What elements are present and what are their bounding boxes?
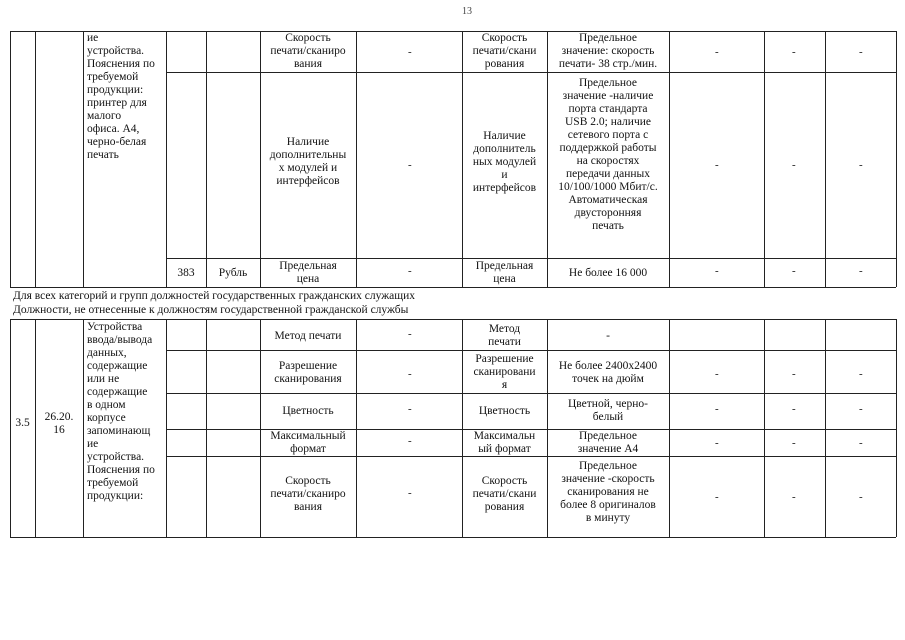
dash-cell: - [715, 368, 719, 380]
characteristic-name-cell: Скорость печати/сканиро вания [270, 32, 346, 70]
dash-cell: - [859, 46, 863, 58]
dash-cell: - [859, 491, 863, 503]
dash-cell: - [792, 46, 796, 58]
characteristic-name-cell: Разрешение сканировани я [473, 353, 536, 391]
column-divider [166, 31, 167, 287]
column-divider [166, 319, 167, 537]
characteristic-value-cell: Предельное значение -наличие порта стандарта USB 2.0; наличие сетевого порта с поддержкой работы на скоростях передачи данных 10/100/1000 Мбит/с. Автоматическая двусторонняя печать [558, 77, 658, 232]
dash-cell: - [408, 328, 412, 340]
characteristic-name-cell: Предельная цена [475, 260, 534, 285]
dash-cell: - [715, 403, 719, 415]
characteristic-name-cell: Цветность [282, 405, 334, 417]
characteristic-name-cell: Разрешение сканирования [274, 360, 342, 385]
okei-code-cell: 383 [177, 267, 195, 279]
column-divider [206, 319, 207, 537]
column-divider [206, 31, 207, 287]
unit-cell: Рубль [218, 267, 248, 279]
characteristic-name-cell: Наличие дополнительны х модулей и интерфейсов [269, 136, 347, 187]
dash-cell: - [859, 368, 863, 380]
row-divider [166, 393, 896, 394]
row-divider [166, 350, 896, 351]
dash-cell: - [408, 46, 412, 58]
column-divider [35, 31, 36, 287]
column-divider [825, 319, 826, 537]
page-number: 13 [462, 6, 472, 17]
characteristic-name-cell: Максимальный формат [270, 430, 346, 455]
row-divider [166, 72, 896, 73]
dash-cell: - [408, 435, 412, 447]
column-divider [356, 31, 357, 287]
row-divider [10, 287, 896, 288]
dash-cell: - [408, 368, 412, 380]
dash-cell: - [792, 159, 796, 171]
characteristic-value-cell: - [606, 330, 610, 342]
dash-cell: - [792, 403, 796, 415]
characteristic-name-cell: Цветность [478, 405, 531, 417]
column-divider [669, 319, 670, 537]
characteristic-name-cell: Наличие дополнитель ных модулей и интерфейсов [472, 130, 537, 194]
column-divider [825, 31, 826, 287]
characteristic-value-cell: Не более 16 000 [568, 267, 648, 279]
dash-cell: - [792, 265, 796, 277]
characteristic-name-cell: Скорость печати/скани рования [472, 32, 537, 70]
section-heading: Для всех категорий и групп должностей государственных гражданских служащих [13, 290, 416, 302]
column-divider [764, 319, 765, 537]
characteristic-name-cell: Максимальн ый формат [473, 430, 536, 455]
okpd-code-cell: 26.20. 16 [44, 411, 74, 436]
dash-cell: - [715, 46, 719, 58]
row-divider [166, 258, 896, 259]
dash-cell: - [715, 265, 719, 277]
dash-cell: - [792, 368, 796, 380]
dash-cell: - [792, 437, 796, 449]
characteristic-name-cell: Скорость печати/скани рования [472, 475, 537, 513]
dash-cell: - [408, 403, 412, 415]
characteristic-name-cell: Предельная цена [279, 260, 337, 285]
row-divider [166, 456, 896, 457]
dash-cell: - [859, 159, 863, 171]
characteristic-value-cell: Предельное значение А4 [577, 430, 639, 455]
column-divider [669, 31, 670, 287]
dash-cell: - [859, 403, 863, 415]
dash-cell: - [715, 437, 719, 449]
dash-cell: - [408, 159, 412, 171]
column-divider [83, 31, 84, 287]
characteristic-value-cell: Предельное значение: скорость печати- 38 стр./мин. [558, 32, 658, 70]
characteristic-name-cell: Метод печати [488, 323, 521, 348]
table-border-bottom [10, 537, 896, 538]
column-divider [10, 31, 11, 287]
column-divider [83, 319, 84, 537]
dash-cell: - [792, 491, 796, 503]
product-description-cell: ие устройства. Пояснения по требуемой продукции: принтер для малого офиса. А4, черно-белая печать [87, 32, 155, 161]
section-heading: Должности, не отнесенные к должностям государственной гражданской службы [13, 304, 409, 316]
characteristic-value-cell: Цветной, черно- белый [568, 398, 648, 423]
characteristic-value-cell: Предельное значение -скорость сканирования не более 8 оригиналов в минуту [560, 460, 656, 524]
dash-cell: - [408, 487, 412, 499]
column-divider [356, 319, 357, 537]
characteristic-value-cell: Не более 2400x2400 точек на дюйм [558, 360, 658, 385]
item-number-cell: 3.5 [15, 417, 30, 429]
dash-cell: - [859, 265, 863, 277]
column-divider [764, 31, 765, 287]
characteristic-name-cell: Скорость печати/сканиро вания [270, 475, 346, 513]
dash-cell: - [408, 265, 412, 277]
column-divider [896, 319, 897, 537]
dash-cell: - [715, 159, 719, 171]
dash-cell: - [859, 437, 863, 449]
product-description-cell: Устройства ввода/вывода данных, содержащие или не содержащие в одном корпусе запоминающ ие устройства. Пояснения по требуемой продукции: [87, 321, 155, 502]
characteristic-name-cell: Метод печати [274, 330, 342, 342]
column-divider [896, 31, 897, 287]
dash-cell: - [715, 491, 719, 503]
